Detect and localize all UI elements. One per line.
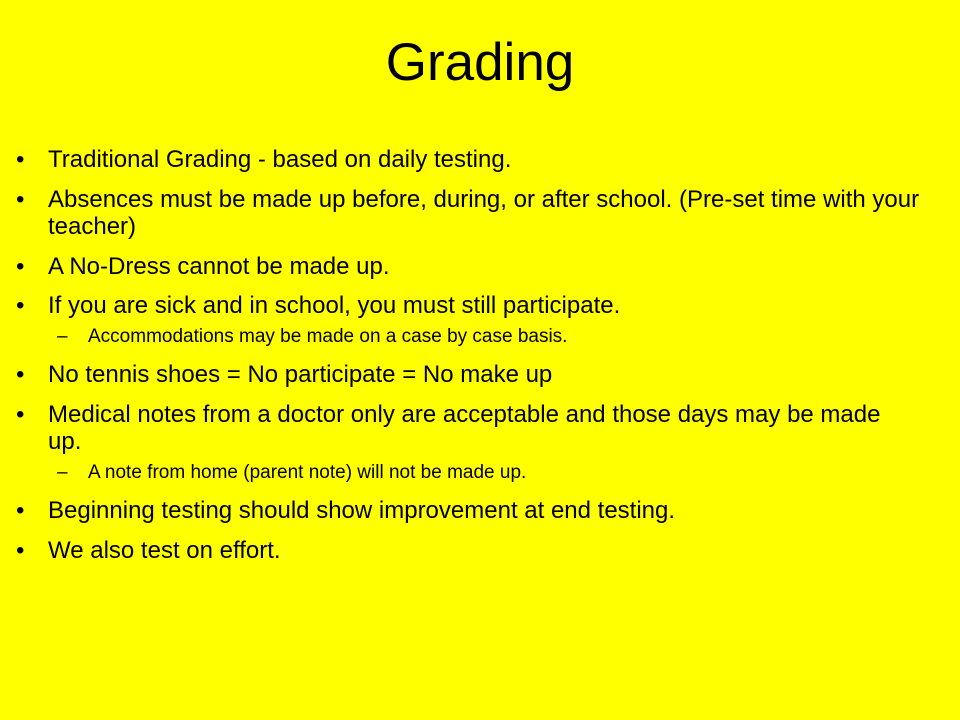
bullet-icon: • (16, 361, 25, 388)
list-item-text: We also test on effort. (48, 537, 281, 564)
list-item (0, 146, 960, 173)
list-item (0, 253, 960, 280)
bullet-list (0, 146, 960, 564)
list-item (0, 361, 960, 388)
dash-icon: – (57, 462, 68, 483)
bullet-icon: • (16, 186, 25, 213)
list-item-text: Beginning testing should show improvement at end testing. (48, 497, 676, 524)
list-item (0, 497, 960, 524)
bullet-icon: • (16, 537, 25, 564)
list-item (0, 537, 960, 564)
list-item-text: A No-Dress cannot be made up. (48, 253, 390, 280)
sub-list-item-text: Accommodations may be made on a case by case basis. (88, 326, 568, 347)
bullet-icon: • (16, 497, 25, 524)
list-item (0, 401, 960, 455)
list-item (0, 292, 960, 319)
list-item-text: Medical notes from a doctor only are acceptable and those days may be made up. (48, 401, 881, 455)
sub-list-item (0, 325, 960, 349)
list-item-text: Absences must be made up before, during, or after school. (Pre-set time with your teacher) (48, 186, 920, 240)
bullet-icon: • (16, 401, 25, 428)
list-item (0, 186, 960, 240)
bullet-icon: • (16, 292, 25, 319)
slide-title: Grading (385, 33, 575, 92)
sub-list-item-text: A note from home (parent note) will not be made up. (88, 462, 527, 483)
dash-icon: – (57, 326, 68, 347)
list-item-text: Traditional Grading - based on daily testing. (48, 146, 512, 173)
sub-list-item (0, 461, 960, 485)
list-item-text: No tennis shoes = No participate = No make up (48, 361, 553, 388)
bullet-icon: • (16, 253, 25, 280)
list-item-text: If you are sick and in school, you must still participate. (48, 292, 621, 319)
bullet-icon: • (16, 146, 25, 173)
